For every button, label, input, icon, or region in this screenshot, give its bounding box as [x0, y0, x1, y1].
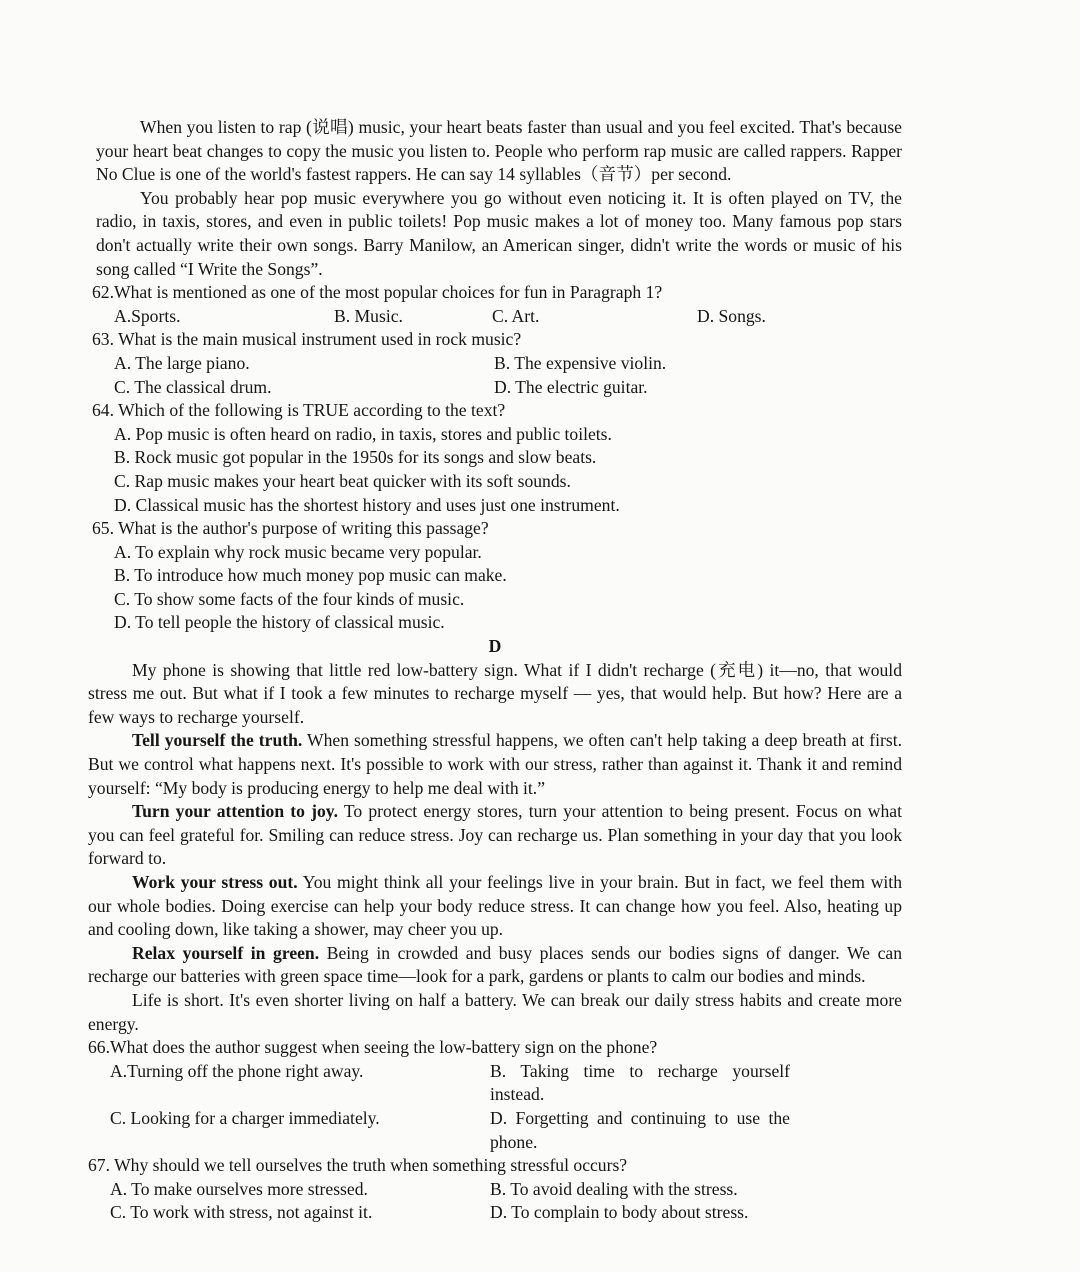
- question-63-stem: 63. What is the main musical instrument used in rock music?: [92, 329, 522, 350]
- question-64-option-b: B. Rock music got popular in the 1950s for its songs and slow beats.: [114, 447, 597, 468]
- tip-1-lead: Tell yourself the truth.: [132, 730, 303, 751]
- tip-3-lead: Work your stress out.: [132, 872, 298, 892]
- passage-d-intro: My phone is showing that little red low-battery sign. What if I didn't recharge (充电) it—no, that would stress me out. But what if I took a few minutes to recharge myself — yes, that would help. But how? Here are a few ways to recharge yourself.: [88, 659, 902, 727]
- question-66-option-c: C. Looking for a charger immediately.: [110, 1107, 380, 1128]
- passage-c-paragraph-1: When you listen to rap (说唱) music, your heart beats faster than usual and you feel excited. That's because your heart beat changes to copy the music you listen to. People who perform rap music are called rappers. Rapper No Clue is one of the world's fastest rappers. He can say 14 syllables（音节）per second.: [96, 117, 902, 185]
- question-67-options-row-1: [88, 1178, 902, 1202]
- question-65-option-a: A. To explain why rock music became very popular.: [114, 541, 482, 562]
- passage-d-tip-3: [88, 871, 902, 942]
- question-66-option-b: B. Taking time to recharge yourself instead.: [490, 1060, 790, 1105]
- question-63-option-b: B. The expensive violin.: [494, 352, 667, 373]
- question-62-option-a: A.Sports.: [114, 305, 181, 326]
- question-62-option-d: D. Songs.: [697, 305, 766, 326]
- question-67-stem: 67. Why should we tell ourselves the truth when something stressful occurs?: [88, 1155, 628, 1176]
- question-62-options: [92, 305, 902, 329]
- question-62-option-c: C. Art.: [492, 305, 540, 326]
- passage-c-paragraph-2: You probably hear pop music everywhere you go without even noticing it. It is often played on TV, the radio, in taxis, stores, and even in public toilets! Pop music makes a lot of money too. Many famous pop stars don't actually write their own songs. Barry Manilow, an American singer, didn't write the words or music of his song called “I Write the Songs”.: [96, 187, 902, 279]
- passage-d-heading: D: [488, 636, 502, 657]
- question-63-option-d: D. The electric guitar.: [494, 376, 648, 397]
- tip-4-text: Being in crowded and busy places sends our bodies signs of danger. We can recharge our batteries with green space time—look for a park, gardens or plants to calm our bodies and minds.: [88, 942, 902, 987]
- question-66-options-row-2: [88, 1107, 902, 1154]
- question-67-option-a: A. To make ourselves more stressed.: [110, 1178, 368, 1199]
- question-67-option-d: D. To complain to body about stress.: [490, 1202, 749, 1223]
- tip-4-lead: Relax yourself in green.: [132, 942, 320, 963]
- question-63-option-c: C. The classical drum.: [114, 376, 272, 397]
- passage-d: [88, 635, 902, 1225]
- question-67-option-b: B. To avoid dealing with the stress.: [490, 1178, 738, 1199]
- passage-d-tip-2: [88, 800, 902, 871]
- question-63-options-row-2: [92, 376, 902, 400]
- question-66-option-d: D. Forgetting and continuing to use the phone.: [490, 1107, 790, 1152]
- question-62-stem: 62.What is mentioned as one of the most popular choices for fun in Paragraph 1?: [92, 282, 663, 303]
- question-66-stem: 66.What does the author suggest when seeing the low-battery sign on the phone?: [88, 1037, 658, 1058]
- tip-1-text: When something stressful happens, we often can't help taking a deep breath at first. But we control what happens next. It's possible to work with our stress, rather than against it. Thank it and remind yourself: “My body is producing energy to help me deal with it.”: [88, 730, 903, 798]
- question-66-option-a: A.Turning off the phone right away.: [110, 1060, 364, 1081]
- question-62-option-b: B. Music.: [334, 305, 403, 326]
- question-65-stem: 65. What is the author's purpose of writing this passage?: [92, 518, 489, 539]
- question-64-option-a: A. Pop music is often heard on radio, in taxis, stores and public toilets.: [114, 423, 612, 444]
- question-66-options-row-1: [88, 1060, 902, 1107]
- question-67-options-row-2: [88, 1201, 902, 1225]
- passage-d-tip-4: [88, 942, 902, 989]
- tip-2-lead: Turn your attention to joy.: [132, 801, 339, 822]
- question-65-option-d: D. To tell people the history of classical music.: [114, 612, 445, 633]
- question-63-option-a: A. The large piano.: [114, 352, 250, 373]
- tip-3-text: You might think all your feelings live in your brain. But in fact, we feel them with our whole bodies. Doing exercise can help your body reduce stress. It can change how you feel. Also, heating up and cooling down, like taking a shower, may cheer you up.: [88, 872, 902, 940]
- passage-d-closing: Life is short. It's even shorter living on half a battery. We can break our daily stress habits and create more energy.: [88, 989, 902, 1034]
- question-65-option-b: B. To introduce how much money pop music can make.: [114, 565, 507, 586]
- tip-2-text: To protect energy stores, turn your attention to being present. Focus on what you can feel grateful for. Smiling can reduce stress. Joy can recharge us. Plan something in your day that you look forward to.: [88, 801, 902, 869]
- question-64-option-d: D. Classical music has the shortest history and uses just one instrument.: [114, 494, 620, 515]
- passage-d-tip-1: [88, 729, 902, 800]
- question-63-options-row-1: [92, 352, 902, 376]
- question-67-option-c: C. To work with stress, not against it.: [110, 1202, 373, 1223]
- question-64-stem: 64. Which of the following is TRUE according to the text?: [92, 400, 506, 421]
- question-64-option-c: C. Rap music makes your heart beat quicker with its soft sounds.: [114, 470, 571, 491]
- question-65-option-c: C. To show some facts of the four kinds of music.: [114, 588, 465, 609]
